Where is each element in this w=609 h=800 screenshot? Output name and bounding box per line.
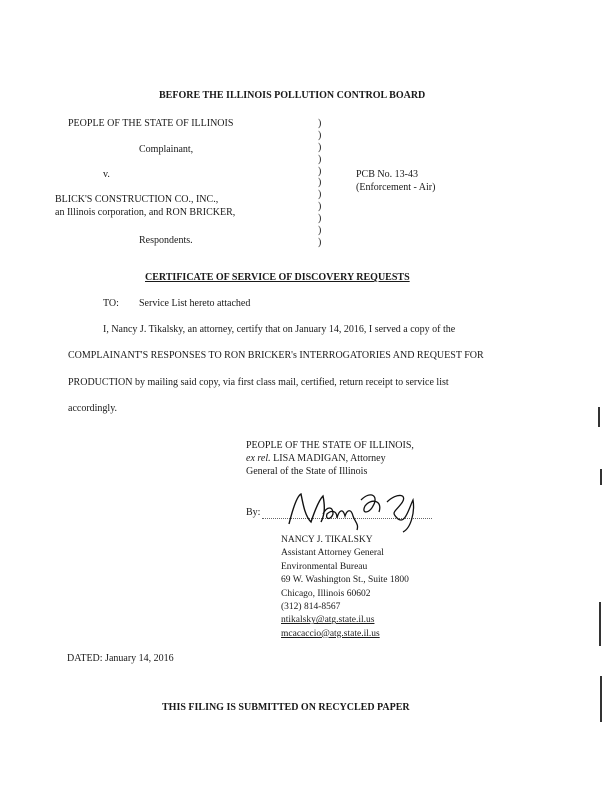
signature-image [275,488,435,534]
attorney-title: Assistant Attorney General [281,548,384,559]
defendant-description: an Illinois corporation, and RON BRICKER, [55,207,236,218]
recycled-paper-footer: THIS FILING IS SUBMITTED ON RECYCLED PAPER [162,702,410,713]
address-line-1: 69 W. Washington St., Suite 1800 [281,575,409,586]
signatory-line-2-rest: LISA MADIGAN, Attorney [273,453,386,464]
signatory-line-2 [246,454,386,464]
caption-paren: ) [318,129,322,141]
to-label: TO: [103,298,119,309]
scan-mark [599,602,601,646]
address-line-2: Chicago, Illinois 60602 [281,588,371,599]
caption-paren: ) [318,153,322,165]
to-value: Service List hereto attached [139,298,251,309]
document-heading: BEFORE THE ILLINOIS POLLUTION CONTROL BOARD [159,90,426,101]
caption-parentheses [318,118,321,249]
defendant-name: BLICK'S CONSTRUCTION CO., INC., [55,194,219,205]
caption-paren: ) [318,189,322,201]
signatory-line-3: General of the State of Illinois [246,466,368,477]
caption-paren: ) [318,118,322,129]
email-link-2[interactable]: mcacaccio@atg.state.il.us [281,628,380,639]
email-link-1[interactable]: ntikalsky@atg.state.il.us [281,615,375,626]
versus: v. [103,169,110,180]
caption-paren: ) [318,177,322,189]
certificate-title: CERTIFICATE OF SERVICE OF DISCOVERY REQUESTS [145,272,410,283]
caption-paren: ) [318,213,322,225]
plaintiff-role: Complainant, [139,144,194,155]
caption-paren: ) [318,236,322,248]
scan-mark [600,469,602,485]
attorney-bureau: Environmental Bureau [281,561,368,572]
scan-mark [600,676,602,722]
body-line-2: COMPLAINANT'S RESPONSES TO RON BRICKER's INTERROGATORIES AND REQUEST FOR [68,350,484,361]
case-number: PCB No. 13-43 [356,169,418,180]
caption-paren: ) [318,225,322,237]
by-label: By: [246,507,261,518]
defendant-role: Respondents. [139,235,193,246]
attorney-contact [281,534,409,641]
signatory-line-1: PEOPLE OF THE STATE OF ILLINOIS, [246,440,414,451]
caption-paren: ) [318,201,322,213]
body-line-3: PRODUCTION by mailing said copy, via first class mail, certified, return receipt to service list [68,377,449,388]
caption-paren: ) [318,165,322,177]
plaintiff-name: PEOPLE OF THE STATE OF ILLINOIS [68,118,234,129]
case-type: (Enforcement - Air) [356,182,436,193]
scan-mark [598,407,600,427]
body-line-4: accordingly. [68,403,118,414]
ex-rel-label: ex rel. [246,453,271,464]
attorney-name: NANCY J. TIKALSKY [281,535,373,545]
caption-paren: ) [318,141,322,153]
date-line: DATED: January 14, 2016 [67,653,174,664]
phone-number: (312) 814-8567 [281,601,341,612]
body-line-1: I, Nancy J. Tikalsky, an attorney, certify that on January 14, 2016, I served a copy of the [103,324,456,335]
